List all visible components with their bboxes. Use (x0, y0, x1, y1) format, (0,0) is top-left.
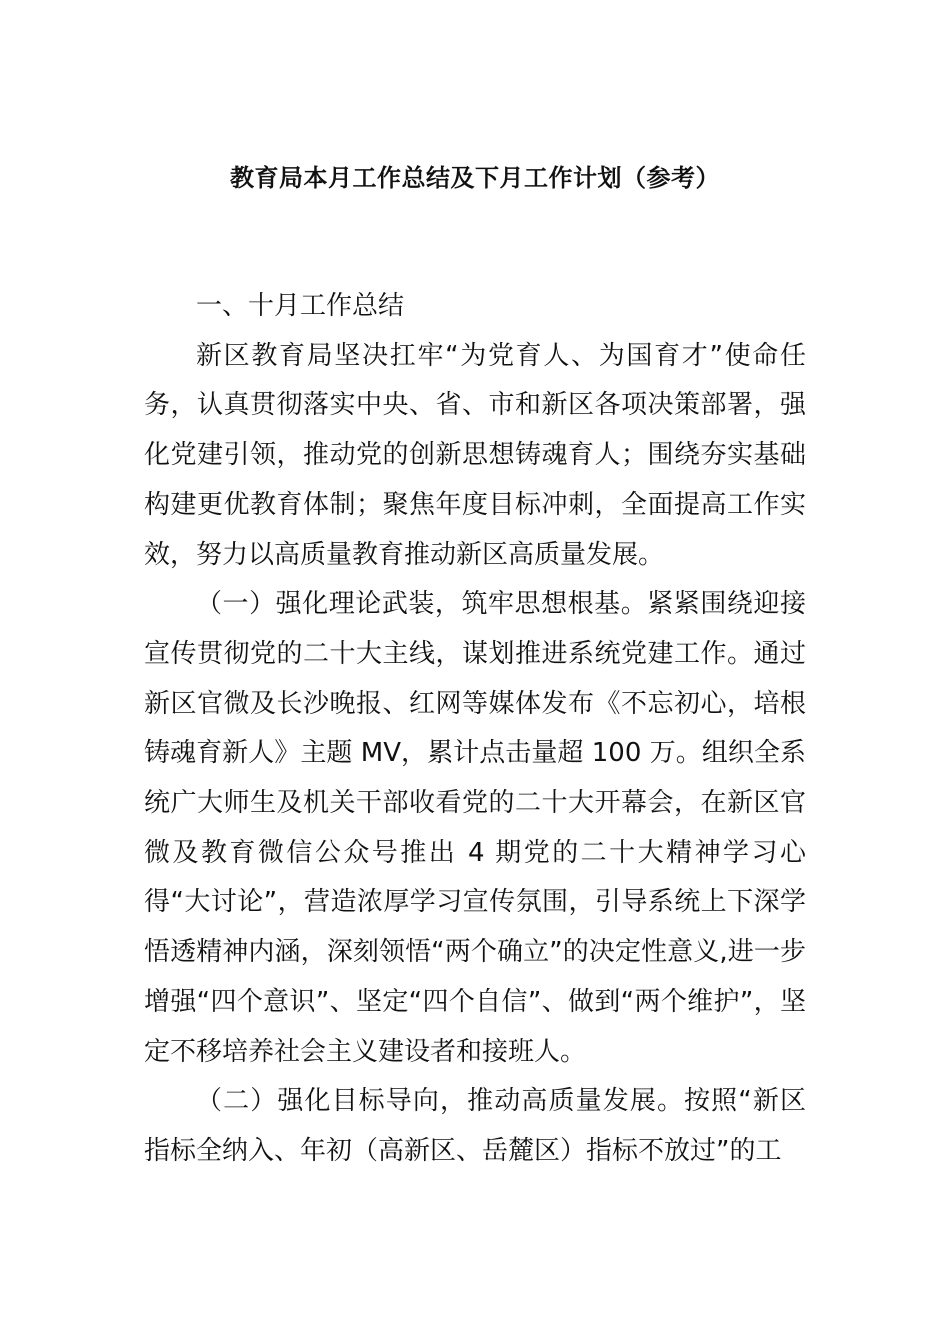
document-body (144, 282, 806, 1177)
paragraph-theory: （一）强化理论武装，筑牢思想根基。紧紧围绕迎接宣传贯彻党的二十大主线，谋划推进系统党建工作。通过新区官微及长沙晚报、红网等媒体发布《不忘初心，培根铸魂育新人》主题 MV，累计点击量超 100 万。组织全系统广大师生及机关干部收看党的二十大开幕会，在新区官微及教育微信公众号推出 4 期党的二十大精神学习心得“大讨论”，营造浓厚学习宣传氛围，引导系统上下深学悟透精神内涵，深刻领悟“两个确立”的决定性意义,进一步增强“四个意识”、坚定“四个自信”、做到“两个维护”，坚定不移培养社会主义建设者和接班人。 (144, 589, 806, 1067)
section-heading: 一、十月工作总结 (196, 291, 405, 321)
document-title: 教育局本月工作总结及下月工作计划（参考） (230, 164, 720, 192)
paragraph-goals: （二）强化目标导向，推动高质量发展。按照“新区指标全纳入、年初（高新区、岳麓区）指标不放过”的工 (144, 1086, 806, 1166)
paragraph-intro: 新区教育局坚决扛牢“为党育人、为国育才”使命任务，认真贯彻落实中央、省、市和新区各项决策部署，强化党建引领，推动党的创新思想铸魂育人；围绕夯实基础构建更优教育体制；聚焦年度目标冲刺，全面提高工作实效，努力以高质量教育推动新区高质量发展。 (144, 340, 806, 570)
